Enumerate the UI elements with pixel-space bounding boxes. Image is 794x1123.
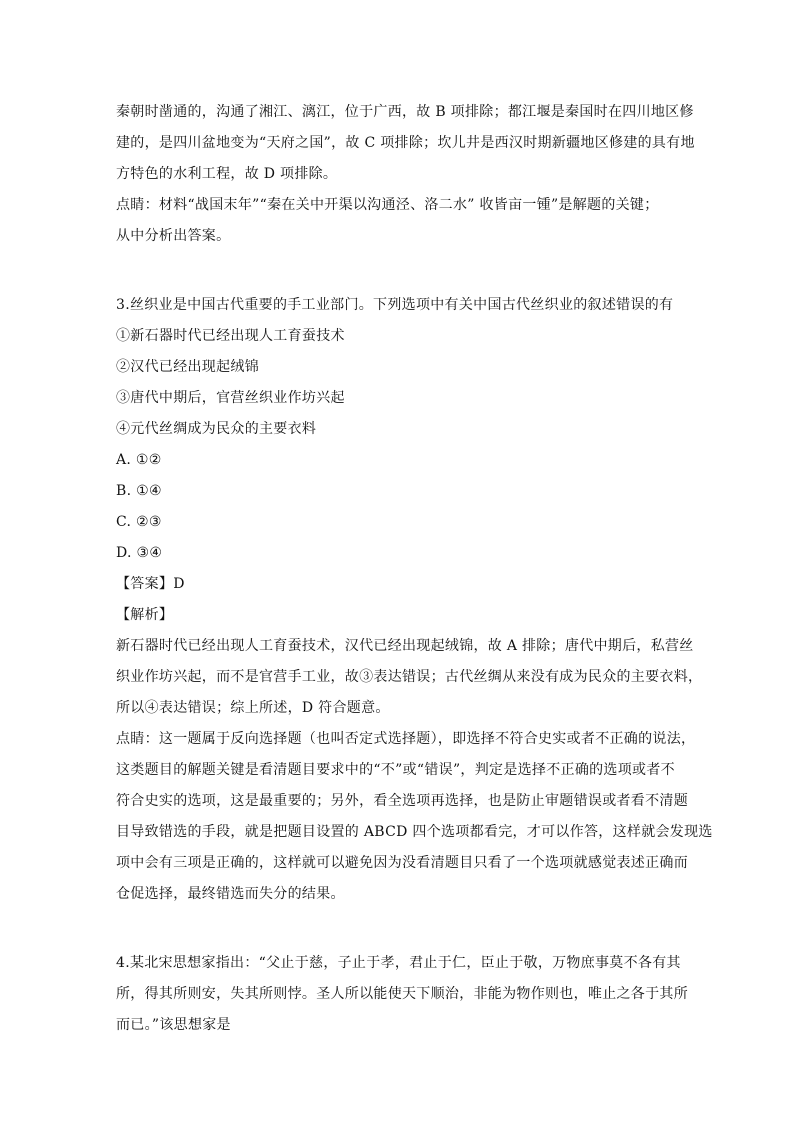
previous-answer-continuation — [116, 97, 695, 252]
tip-line: 项中会有三项是正确的，这样就可以避免因为没看清题目只看了一个选项就感觉表述正确而 — [116, 855, 688, 871]
question-stem: 3.丝织业是中国古代重要的手工业部门。下列选项中有关中国古代丝织业的叙述错误的有 — [116, 297, 674, 313]
continuation-line: 秦朝时凿通的，沟通了湘江、漓江，位于广西，故 B 项排除；都江堰是秦国时在四川地区修 — [116, 104, 694, 120]
continuation-tip-line: 点睛：材料“战国末年”“秦在关中开渠以沟通泾、洛二水” 收皆亩一锺”是解题的关键； — [116, 197, 659, 213]
question-3 — [116, 290, 713, 910]
option-d: D. ③④ — [116, 545, 163, 561]
tip-line: 仓促选择，最终错选而失分的结果。 — [116, 886, 345, 902]
option-c: C. ②③ — [116, 514, 162, 530]
analysis-label: 【解析】 — [116, 607, 174, 623]
continuation-line: 方特色的水利工程，故 D 项排除。 — [116, 166, 338, 182]
spacer — [116, 910, 686, 948]
analysis-line: 织业作坊兴起，而不是官营手工业，故③表达错误；古代丝绸从来没有成为民众的主要衣料， — [116, 669, 703, 685]
option-a: A. ①② — [116, 452, 162, 468]
tip-line: 目导致错选的手段，就是把题目设置的 ABCD 四个选项都看完，才可以作答，这样就会发现选 — [116, 824, 713, 840]
statement-item: ②汉代已经出现起绒锦 — [116, 359, 259, 375]
statement-item: ①新石器时代已经出现人工育蚕技术 — [116, 328, 345, 344]
answer-line: 【答案】D — [116, 576, 185, 592]
question-stem: 所，得其所则安，失其所则悖。圣人所以能使天下顺治，非能为物作则也，唯止之各于其所 — [116, 986, 688, 1002]
continuation-line: 建的，是四川盆地变为“天府之国”，故 C 项排除；坎儿井是西汉时期新疆地区修建的具有地 — [116, 135, 695, 151]
statement-item: ③唐代中期后，官营丝织业作坊兴起 — [116, 390, 345, 406]
document-page — [116, 97, 713, 1041]
question-4 — [116, 948, 686, 1041]
continuation-tip-line: 从中分析出答案。 — [116, 228, 231, 244]
statement-item: ④元代丝绸成为民众的主要衣料 — [116, 421, 317, 437]
question-stem: 而已。”该思想家是 — [116, 1017, 231, 1033]
question-stem: 4.某北宋思想家指出：“父止于慈，子止于孝，君止于仁，臣止于敬，万物庶事莫不各有其 — [116, 955, 681, 971]
tip-line: 符合史实的选项，这是最重要的；另外，看全选项再选择，也是防止审题错误或者看不清题 — [116, 793, 688, 809]
tip-line: 这类题目的解题关键是看清题目要求中的“不”或“错误”，判定是选择不正确的选项或者不 — [116, 762, 675, 778]
tip-line: 点睛：这一题属于反向选择题（也叫否定式选择题），即选择不符合史实或者不正确的说法， — [116, 731, 696, 747]
spacer — [116, 252, 686, 290]
analysis-line: 所以④表达错误；综上所述，D 符合题意。 — [116, 700, 390, 716]
option-b: B. ①④ — [116, 483, 162, 499]
analysis-line: 新石器时代已经出现人工育蚕技术，汉代已经出现起绒锦，故 A 排除；唐代中期后，私营丝 — [116, 638, 694, 654]
